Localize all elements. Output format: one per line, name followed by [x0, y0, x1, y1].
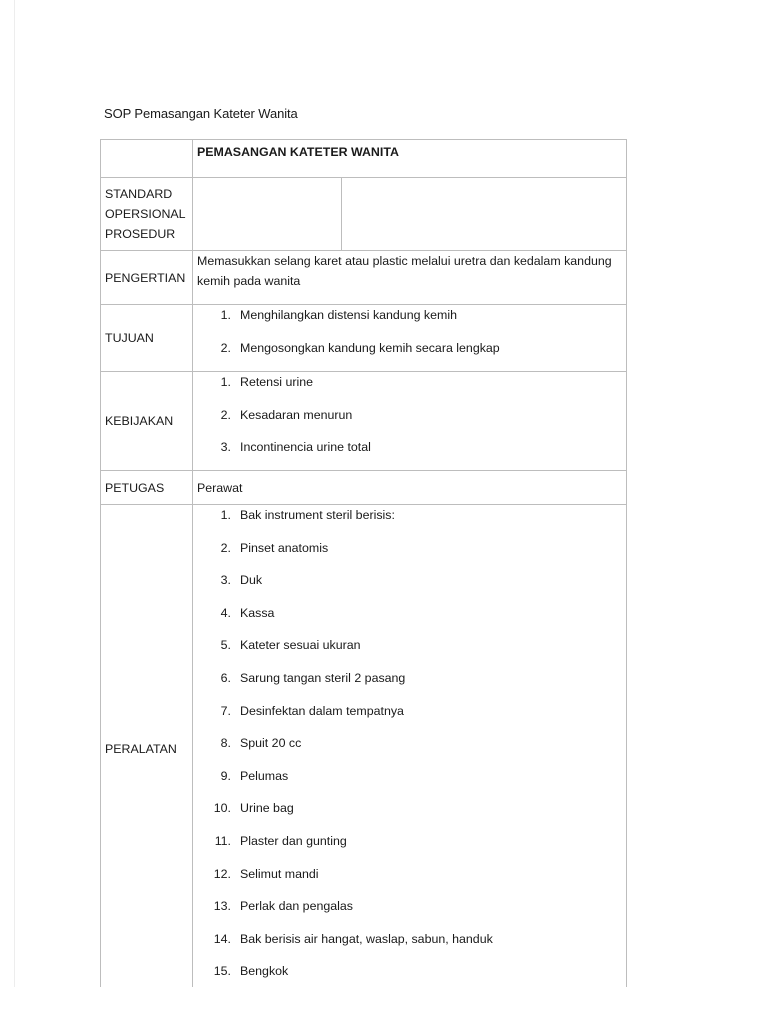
kebijakan-label: KEBIJAKAN — [101, 372, 193, 471]
standard-label: STANDARD OPERSIONAL PROSEDUR — [101, 178, 193, 251]
list-item-text: Urine bag — [240, 801, 294, 816]
list-item — [197, 635, 626, 668]
list-item-number: 13. — [213, 899, 231, 914]
list-item-number: 9. — [220, 768, 231, 783]
list-item-text: Kassa — [240, 605, 275, 620]
list-item — [197, 405, 626, 438]
petugas-value: Perawat — [193, 471, 627, 505]
list-item-number: 11. — [214, 833, 231, 848]
list-item-text: Plaster dan gunting — [240, 833, 347, 848]
list-item-text: Kesadaran menurun — [240, 407, 353, 422]
standard-cell-right — [342, 178, 627, 251]
list-item — [197, 505, 626, 538]
list-item — [197, 896, 626, 929]
peralatan-list — [197, 505, 626, 994]
list-item — [197, 831, 626, 864]
pengertian-text: Memasukkan selang karet atau plastic melalui uretra dan kedalam kandung kemih pada wanita — [193, 251, 627, 305]
list-item — [197, 538, 626, 571]
list-item — [197, 437, 626, 470]
peralatan-cell — [193, 505, 627, 995]
kebijakan-list — [197, 372, 626, 470]
list-item-text: Perlak dan pengalas — [240, 899, 353, 914]
page-edge — [14, 0, 15, 1024]
list-item — [197, 798, 626, 831]
list-item-text: Selimut mandi — [240, 866, 319, 881]
peralatan-row — [101, 505, 627, 995]
peralatan-label: PERALATAN — [101, 505, 193, 995]
list-item-number: 2. — [220, 341, 231, 355]
list-item — [197, 864, 626, 897]
list-item-number: 10. — [213, 801, 231, 816]
list-item-text: Bengkok — [240, 964, 289, 979]
list-item — [197, 733, 626, 766]
list-item-text: Mengosongkan kandung kemih secara lengkap — [240, 341, 500, 355]
list-item-text: Incontinencia urine total — [240, 440, 371, 455]
list-item — [197, 766, 626, 799]
list-item-text: Desinfektan dalam tempatnya — [240, 703, 404, 718]
tujuan-label: TUJUAN — [101, 305, 193, 372]
list-item — [197, 603, 626, 636]
pengertian-label: PENGERTIAN — [101, 251, 193, 305]
list-item-text: Duk — [240, 573, 263, 588]
list-item-number: 3. — [220, 573, 231, 588]
petugas-label: PETUGAS — [101, 471, 193, 505]
list-item-number: 2. — [220, 540, 231, 555]
list-item-number: 1. — [220, 308, 231, 322]
list-item — [197, 570, 626, 603]
page-cutoff — [0, 987, 768, 1024]
list-item-text: Spuit 20 cc — [240, 736, 302, 751]
list-item-number: 12. — [213, 866, 231, 881]
list-item-number: 14. — [213, 931, 231, 946]
list-item-text: Pelumas — [240, 768, 289, 783]
list-item — [197, 929, 626, 962]
standard-cell-left — [193, 178, 342, 251]
kebijakan-cell — [193, 372, 627, 471]
list-item-text: Retensi urine — [240, 375, 314, 389]
table-header-row — [101, 140, 627, 178]
standard-row — [101, 178, 627, 251]
kebijakan-row — [101, 372, 627, 471]
pengertian-row — [101, 251, 627, 305]
list-item-text: Kateter sesuai ukuran — [240, 638, 361, 653]
list-item-number: 3. — [220, 440, 231, 455]
sop-table — [100, 139, 627, 995]
list-item-number: 1. — [220, 508, 231, 522]
list-item-number: 6. — [220, 670, 231, 685]
list-item — [197, 701, 626, 734]
list-item-number: 8. — [220, 736, 231, 751]
list-item-number: 1. — [220, 375, 231, 389]
list-item-text: Bak berisis air hangat, waslap, sabun, handuk — [240, 931, 493, 946]
list-item-text: Sarung tangan steril 2 pasang — [240, 670, 406, 685]
list-item-number: 5. — [220, 638, 231, 653]
tujuan-cell — [193, 305, 627, 372]
list-item-number: 2. — [220, 407, 231, 422]
list-item — [197, 372, 626, 405]
list-item — [197, 668, 626, 701]
petugas-row — [101, 471, 627, 505]
tujuan-row — [101, 305, 627, 372]
list-item-text: Bak instrument steril berisis: — [240, 508, 395, 522]
list-item-number: 4. — [220, 605, 231, 620]
tujuan-list — [197, 305, 626, 371]
list-item-text: Pinset anatomis — [240, 540, 329, 555]
list-item — [197, 305, 626, 338]
list-item — [197, 338, 626, 371]
header-empty-cell — [101, 140, 193, 178]
list-item-number: 15. — [213, 964, 231, 979]
list-item-number: 7. — [220, 703, 231, 718]
list-item-text: Menghilangkan distensi kandung kemih — [240, 308, 457, 322]
document-title: SOP Pemasangan Kateter Wanita — [104, 106, 298, 121]
procedure-title: PEMASANGAN KATETER WANITA — [193, 140, 627, 178]
